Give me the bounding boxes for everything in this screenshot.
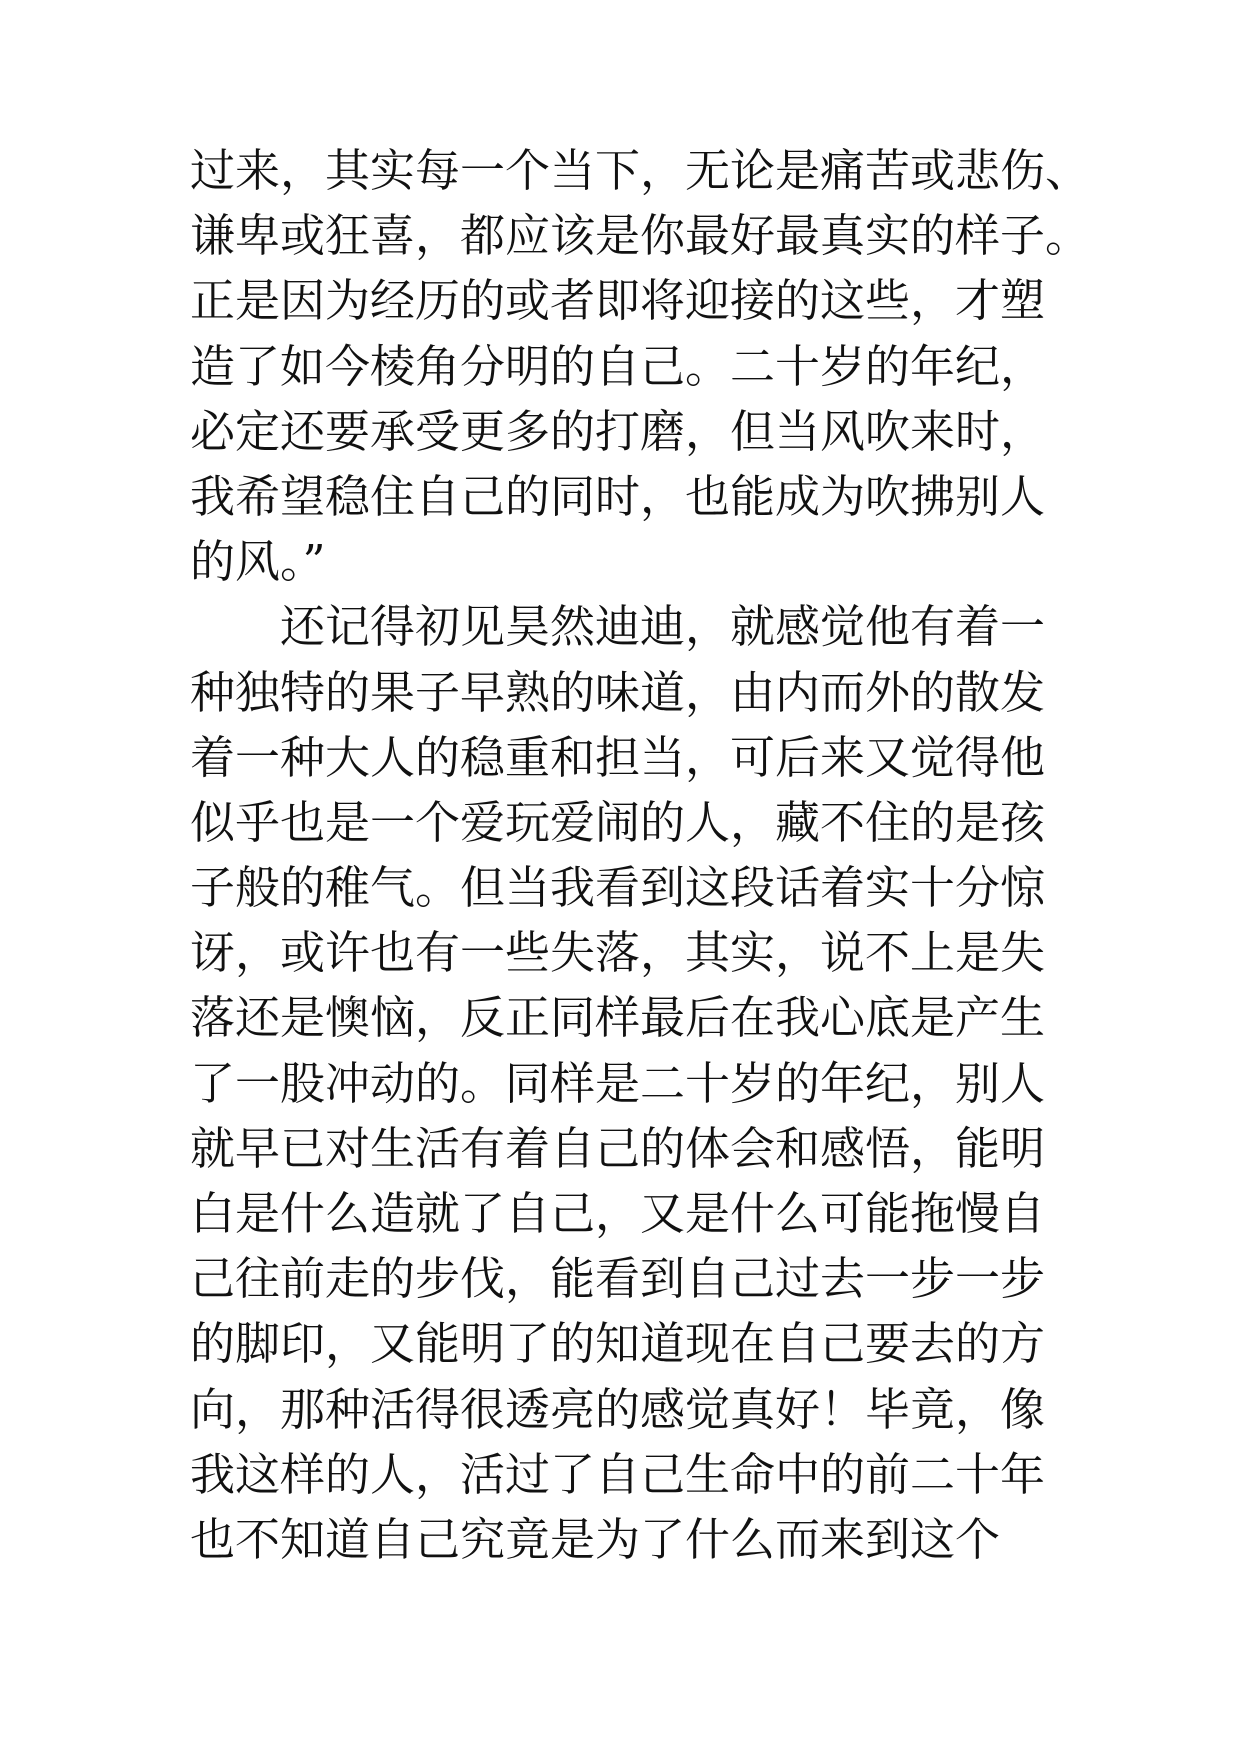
text-line: 正是因为经历的或者即将迎接的这些，才塑 — [190, 274, 1046, 328]
paragraph-first-line: 还记得初见昊然迪迪，就感觉他有着一 — [280, 600, 1046, 654]
text-line: 也不知道自己究竟是为了什么而来到这个 — [190, 1512, 1001, 1566]
text-line: 讶，或许也有一些失落，其实，说不上是失 — [190, 926, 1046, 980]
text-line: 我这样的人，活过了自己生命中的前二十年 — [190, 1447, 1046, 1501]
text-line: 白是什么造就了自己，又是什么可能拖慢自 — [190, 1187, 1046, 1240]
text-line: 我希望稳住自己的同时，也能成为吹拂别人 — [190, 469, 1046, 523]
text-line: 向，那种活得很透亮的感觉真好！毕竟，像 — [190, 1382, 1046, 1436]
text-line: 子般的稚气。但当我看到这段话着实十分惊 — [190, 861, 1046, 915]
text-line: 着一种大人的稳重和担当，可后来又觉得他 — [190, 730, 1046, 784]
text-line: 的风。” — [190, 535, 326, 589]
text-line: 落还是懊恼，反正同样最后在我心底是产生 — [190, 991, 1046, 1045]
body-text — [190, 138, 1090, 1572]
text-line: 造了如今棱角分明的自己。二十岁的年纪， — [190, 339, 1046, 393]
text-line: 似乎也是一个爱玩爱闹的人，藏不住的是孩 — [190, 795, 1046, 849]
text-line: 必定还要承受更多的打磨，但当风吹来时， — [190, 404, 1046, 458]
text-line: 己往前走的步伐，能看到自己过去一步一步 — [190, 1252, 1046, 1306]
text-line: 过来，其实每一个当下，无论是痛苦或悲伤、 — [190, 144, 1091, 197]
text-line: 的脚印，又能明了的知道现在自己要去的方 — [190, 1317, 1046, 1371]
text-line: 谦卑或狂喜，都应该是你最好最真实的样子。 — [190, 209, 1091, 263]
text-line: 就早已对生活有着自己的体会和感悟，能明 — [190, 1121, 1046, 1175]
text-line: 了一股冲动的。同样是二十岁的年纪，别人 — [190, 1056, 1046, 1110]
text-line: 种独特的果子早熟的味道，由内而外的散发 — [190, 665, 1046, 719]
